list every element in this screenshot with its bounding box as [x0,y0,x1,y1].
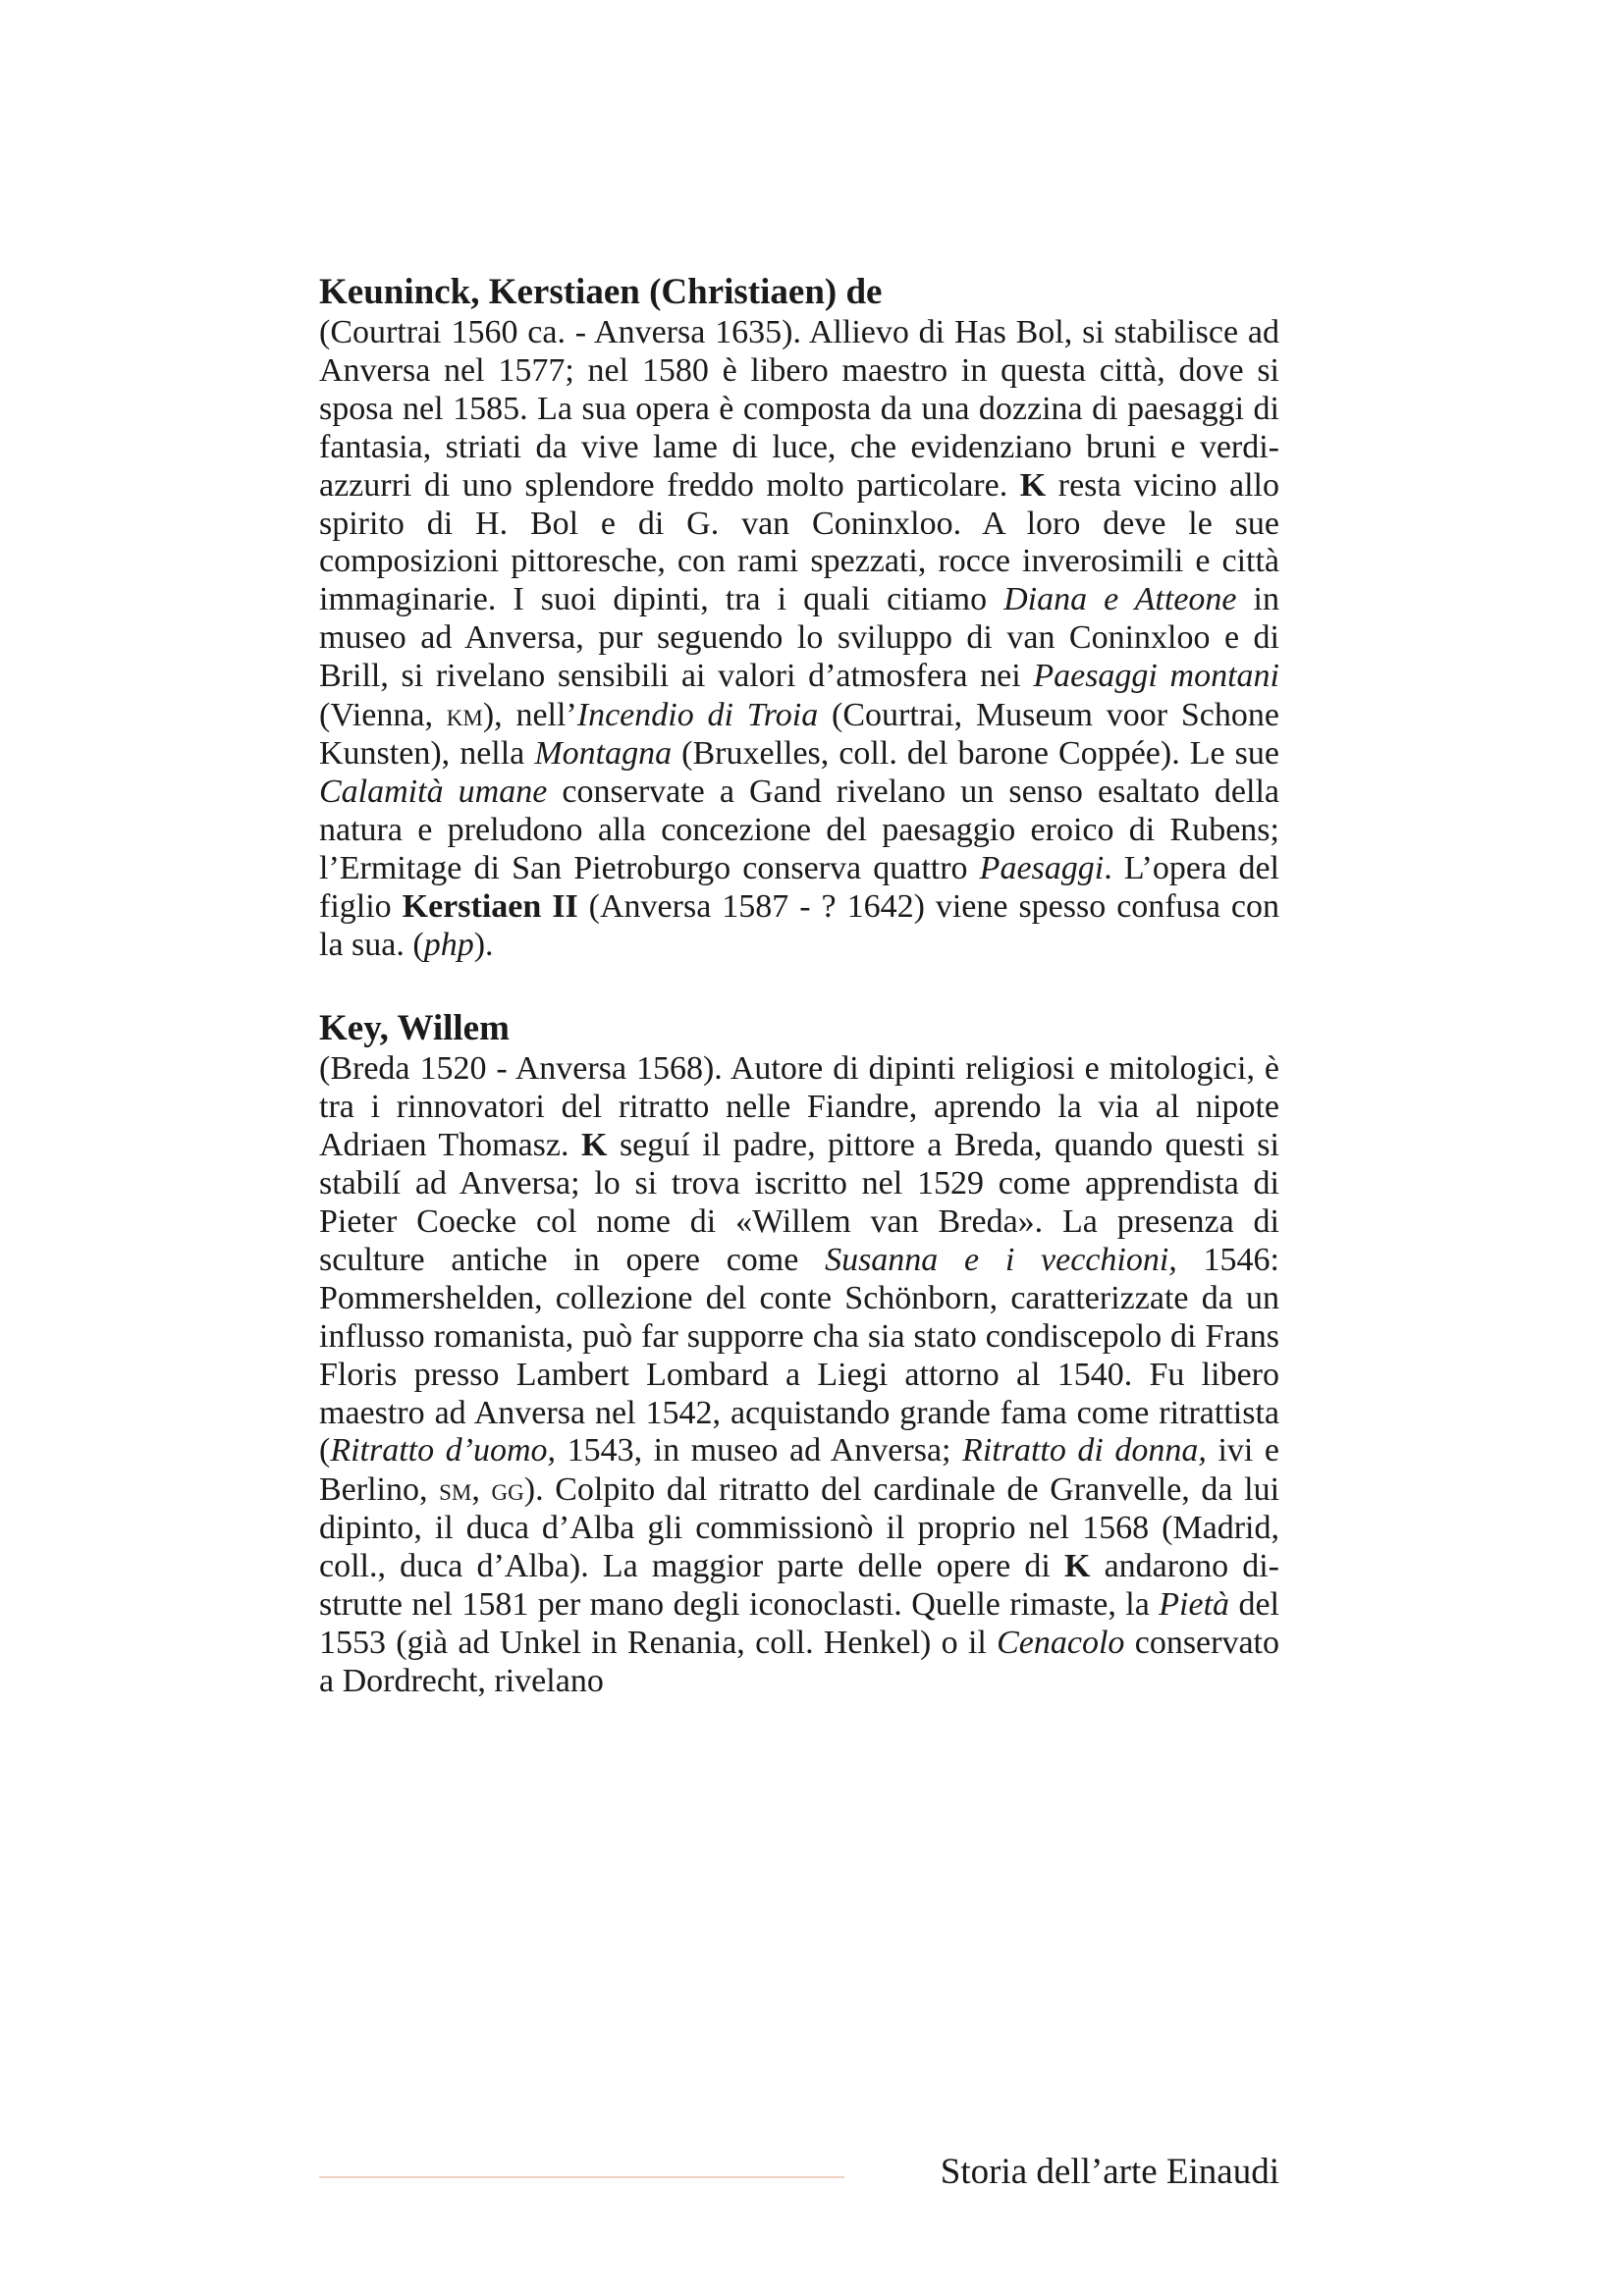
abbreviation: gg [491,1471,524,1508]
body-text: (Vienna, [319,697,447,734]
entry-key [319,1009,1279,1700]
italic-title: php [423,926,474,963]
italic-title: Pietà [1159,1586,1230,1624]
italic-title: Susanna e i vecchioni, [825,1241,1177,1278]
body-text: (Courtrai, Museum voor Schone Kunsten), nella [319,697,1279,772]
entry-title: Keuninck, Kerstiaen (Christiaen) de [319,272,883,312]
footer-rule [319,2176,844,2178]
body-text: 1543, in museo ad Anversa; [556,1432,963,1469]
bold-text: K [1063,1548,1091,1585]
body-text: (Anversa 1587 - ? 1642) viene spesso confusa con la sua. ( [319,887,1279,963]
body-text: , [471,1471,492,1509]
body-text: andarono distrutte nel 1581 per mano degli iconoclasti. Quelle rimaste, la [319,1548,1279,1624]
abbreviation: km [446,697,483,733]
body-text: (Courtrai 1560 ca. - Anversa 1635). Allievo di Has Bol, si stabilisce ad Anversa nel 1577; nel 1580 è libero maestro in questa città, dove si sposa nel 1585. La sua opera è composta da una dozzina di paesaggi di fantasia, striati da vive lame di luce, che evidenziano bruni e verdi-azzurri di uno splendore freddo molto particolare. [319,314,1279,504]
footer-label: Storia dell’arte Einaudi [940,2152,1279,2192]
body-text: conservato a Dordrecht, rivelano [319,1625,1279,1699]
body-text: ). [473,926,494,963]
body-text: (Breda 1520 - Anversa 1568). Autore di dipinti religiosi e mitologici, è tra i rinnovatori del ritratto nelle Fiandre, aprendo la via al nipote Adriaen Thomasz. [319,1050,1279,1164]
page-content [319,273,1279,1701]
italic-title: Paesaggi montani [1033,658,1279,695]
body-text: conservate a Gand rivelano un senso esaltato della natura e preludono alla concezione del paesaggio eroico di Rubens; l’Ermitage di San Pietroburgo conserva quattro [319,773,1280,886]
entry-body [319,1050,1279,1700]
body-text: . L’opera del figlio [319,849,1279,925]
body-text: 1546: Pommershelden, collezione del conte Schönborn, caratterizzate da un influsso romanista, può far supporre cha sia stato condiscepolo di Frans Floris presso Lambert Lombard a Liegi attorno al 1540. Fu libero maestro ad Anversa nel 1542, acquistando grande fama come ritrattista ( [319,1241,1279,1469]
body-text: seguí il padre, pittore a Breda, quando questi si stabilí ad Anversa; lo si trova iscritto nel 1529 come apprendista di Pieter Coecke col nome di «Willem van Breda». La presenza di sculture antiche in opere come [319,1127,1279,1278]
body-text: resta vicino allo spirito di H. Bol e di G. van Coninxloo. A loro deve le sue composizioni pittoresche, con rami spezzati, rocce inverosimili e città immaginarie. I suoi dipinti, tra i quali citiamo [319,466,1279,618]
body-text: (Bruxelles, coll. del barone Coppée). Le sue [672,734,1280,772]
italic-title: Ritratto d’uomo, [330,1432,557,1469]
bold-text: K [581,1127,608,1164]
abbreviation: sm [439,1471,472,1508]
body-text: in museo ad Anversa, pur seguendo lo sviluppo di van Coninxloo e di Brill, si rivelano sensibili ai valori d’atmosfera nei [319,581,1279,695]
page-footer [319,2150,1279,2199]
body-text: del 1553 (già ad Unkel in Renania, coll. Henkel) o il [319,1586,1279,1661]
italic-title: Diana e Atteone [1003,581,1237,618]
italic-title: Montagna [534,734,673,772]
italic-title: Incendio di Troia [576,697,819,734]
entry-keuninck [319,273,1279,964]
body-text: ). Colpito dal ritratto del cardinale de Granvelle, da lui dipinto, il duca d’Alba gli commissionò il proprio nel 1568 (Madrid, coll., duca d’Alba). La maggior parte delle opere di [319,1471,1280,1585]
italic-title: Ritratto di donna, [962,1432,1207,1469]
italic-title: Calamità umane [319,773,548,810]
entry-title: Key, Willem [319,1008,510,1049]
bold-text: Kerstiaen II [402,887,578,925]
entry-body [319,314,1279,964]
italic-title: Paesaggi [979,849,1105,886]
italic-title: Cenacolo [997,1625,1125,1661]
body-text: ivi e Berlino, [319,1432,1279,1509]
bold-text: K [1019,466,1047,504]
body-text: ), nell’ [482,697,577,734]
